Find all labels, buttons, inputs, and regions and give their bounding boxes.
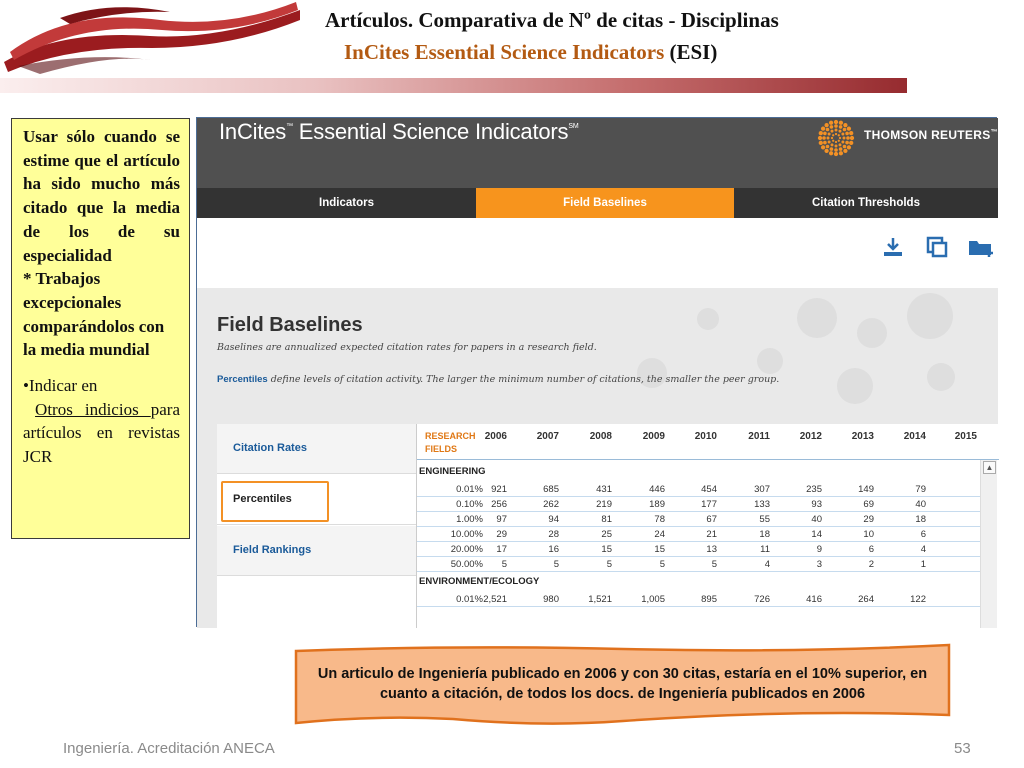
year-header[interactable]: 2007	[536, 431, 559, 442]
side-item-field-rankings[interactable]	[217, 526, 416, 576]
value-cell: 9	[816, 544, 822, 555]
table-row	[417, 527, 983, 542]
value-cell: 1,005	[641, 594, 665, 605]
note-bullet-rest: para artículos en revistas JCR	[23, 399, 181, 467]
page-number: 53	[954, 740, 971, 757]
value-cell: 78	[654, 514, 665, 525]
value-cell: 15	[654, 544, 665, 555]
percentiles-text: define levels of citation activity. The larger the minimum number of citations, the smaller the peer group.	[267, 374, 780, 385]
value-cell: 94	[548, 514, 559, 525]
value-cell: 4	[764, 559, 770, 570]
note-link[interactable]: Otros indicios	[35, 399, 151, 419]
value-cell: 685	[543, 484, 559, 495]
research-fields-header[interactable]: RESEARCH FIELDS	[425, 431, 476, 454]
header-gradient-bar	[0, 78, 907, 93]
add-folder-icon[interactable]	[967, 235, 995, 259]
table-row	[417, 482, 983, 497]
percentile-cell: 0.01%	[456, 594, 483, 605]
year-header[interactable]: 2014	[903, 431, 926, 442]
value-cell: 454	[701, 484, 717, 495]
tab-indicators[interactable]: Indicators	[319, 197, 374, 209]
value-cell: 14	[811, 529, 822, 540]
value-cell: 29	[863, 514, 874, 525]
vendor-label: THOMSON REUTERS	[864, 128, 991, 142]
scroll-up-icon[interactable]: ▲	[983, 461, 996, 474]
value-cell: 262	[543, 499, 559, 510]
value-cell: 307	[754, 484, 770, 495]
value-cell: 21	[706, 529, 717, 540]
value-cell: 2	[868, 559, 874, 570]
baselines-table	[416, 424, 998, 628]
page-title: Field Baselines	[217, 314, 363, 336]
value-cell: 11	[760, 544, 770, 555]
side-item-label: Field Rankings	[233, 544, 312, 556]
table-row	[417, 592, 983, 607]
value-cell: 5	[659, 559, 665, 570]
value-cell: 431	[596, 484, 612, 495]
page-description: Baselines are annualized expected citation rates for papers in a research field.	[217, 342, 597, 353]
value-cell: 2,521	[483, 594, 507, 605]
note-bullet-prefix: •Indicar en	[23, 376, 98, 396]
value-cell: 1,521	[588, 594, 612, 605]
percentiles-keyword: Percentiles	[217, 374, 268, 385]
side-item-citation-rates[interactable]	[217, 424, 416, 474]
value-cell: 122	[910, 594, 926, 605]
section-label: ENGINEERING	[419, 466, 486, 477]
note-main-text: Usar sólo cuando se estime que el artículo ha sido mucho más citado que la media de los de su especialidad	[23, 127, 180, 265]
percentile-cell: 50.00%	[450, 559, 483, 570]
year-header[interactable]: 2009	[642, 431, 665, 442]
value-cell: 29	[496, 529, 507, 540]
value-cell: 980	[543, 594, 559, 605]
footer-text: Ingeniería. Acreditación ANECA	[63, 740, 275, 757]
value-cell: 5	[711, 559, 717, 570]
table-row	[417, 497, 983, 512]
print-icon[interactable]	[925, 235, 949, 259]
subtitle-suffix: (ESI)	[664, 40, 718, 64]
percentiles-description	[217, 372, 797, 387]
value-cell: 18	[759, 529, 770, 540]
table-scrollbar[interactable]	[980, 460, 997, 628]
subtitle-accent: InCites Essential Science Indicators	[344, 40, 665, 64]
year-header[interactable]: 2013	[851, 431, 874, 442]
book-logo-icon	[0, 0, 300, 78]
percentile-cell: 20.00%	[450, 544, 483, 555]
table-row	[417, 542, 983, 557]
esi-nav-bar	[197, 188, 998, 218]
value-cell: 40	[811, 514, 822, 525]
note-box	[11, 118, 190, 539]
percentile-cell: 10.00%	[450, 529, 483, 540]
value-cell: 97	[496, 514, 507, 525]
value-cell: 5	[501, 559, 507, 570]
value-cell: 18	[915, 514, 926, 525]
side-menu	[217, 424, 416, 628]
value-cell: 55	[759, 514, 770, 525]
value-cell: 25	[601, 529, 612, 540]
value-cell: 6	[868, 544, 874, 555]
value-cell: 69	[863, 499, 874, 510]
slide-subtitle	[344, 40, 717, 65]
side-item-label: Percentiles	[233, 493, 292, 505]
table-row	[417, 512, 983, 527]
tab-field-baselines[interactable]: Field Baselines	[476, 188, 734, 218]
value-cell: 16	[548, 544, 559, 555]
note-list-item: * Trabajos excepcionales comparándolos con la media mundial	[23, 269, 165, 360]
value-cell: 5	[606, 559, 612, 570]
value-cell: 416	[806, 594, 822, 605]
value-cell: 256	[491, 499, 507, 510]
thomson-reuters-logo-icon	[815, 120, 857, 156]
year-header[interactable]: 2015	[954, 431, 977, 442]
value-cell: 10	[863, 529, 874, 540]
value-cell: 264	[858, 594, 874, 605]
product-name: InCites	[219, 119, 287, 144]
value-cell: 133	[754, 499, 770, 510]
vendor-name	[864, 128, 998, 142]
value-cell: 1	[920, 559, 926, 570]
value-cell: 4	[920, 544, 926, 555]
tab-citation-thresholds[interactable]: Citation Thresholds	[812, 197, 920, 209]
section-label: ENVIRONMENT/ECOLOGY	[419, 576, 540, 587]
callout-text: Un articulo de Ingeniería publicado en 2006 y con 30 citas, estaría en el 10% superior, en cuanto a citación, de todos los docs. de Ingeniería publicados en 2006	[317, 666, 928, 702]
side-item-label: Citation Rates	[233, 442, 307, 454]
value-cell: 81	[601, 514, 612, 525]
esi-screenshot	[196, 117, 997, 627]
slide-title: Artículos. Comparativa de Nº de citas - Disciplinas	[325, 8, 779, 32]
percentile-cell: 0.01%	[456, 484, 483, 495]
product-rest: Essential Science Indicators	[292, 119, 569, 144]
table-header	[417, 424, 999, 460]
download-icon[interactable]	[881, 235, 905, 259]
year-header[interactable]: 2008	[589, 431, 612, 442]
value-cell: 24	[654, 529, 665, 540]
value-cell: 177	[701, 499, 717, 510]
product-sm: SM	[568, 123, 579, 130]
product-tm: ™	[286, 123, 293, 130]
percentiles-highlight-box	[221, 481, 329, 522]
value-cell: 17	[496, 544, 507, 555]
value-cell: 235	[806, 484, 822, 495]
value-cell: 726	[754, 594, 770, 605]
value-cell: 79	[915, 484, 926, 495]
year-header[interactable]: 2011	[748, 431, 770, 442]
value-cell: 13	[706, 544, 717, 555]
value-cell: 93	[811, 499, 822, 510]
value-cell: 40	[915, 499, 926, 510]
esi-toolbar	[197, 218, 998, 288]
esi-product-logo	[219, 119, 578, 145]
value-cell: 446	[649, 484, 665, 495]
value-cell: 3	[816, 559, 822, 570]
value-cell: 6	[920, 529, 926, 540]
percentile-cell: 0.10%	[456, 499, 483, 510]
value-cell: 15	[601, 544, 612, 555]
value-cell: 28	[548, 529, 559, 540]
esi-header	[197, 118, 998, 188]
year-header[interactable]: 2006	[484, 431, 507, 442]
year-header[interactable]: 2010	[694, 431, 717, 442]
table-row	[417, 557, 983, 572]
value-cell: 189	[649, 499, 665, 510]
vendor-tm: ™	[990, 129, 998, 136]
value-cell: 67	[706, 514, 717, 525]
value-cell: 921	[491, 484, 507, 495]
value-cell: 895	[701, 594, 717, 605]
percentile-cell: 1.00%	[456, 514, 483, 525]
value-cell: 219	[596, 499, 612, 510]
value-cell: 5	[553, 559, 559, 570]
value-cell: 149	[858, 484, 874, 495]
year-header[interactable]: 2012	[799, 431, 822, 442]
